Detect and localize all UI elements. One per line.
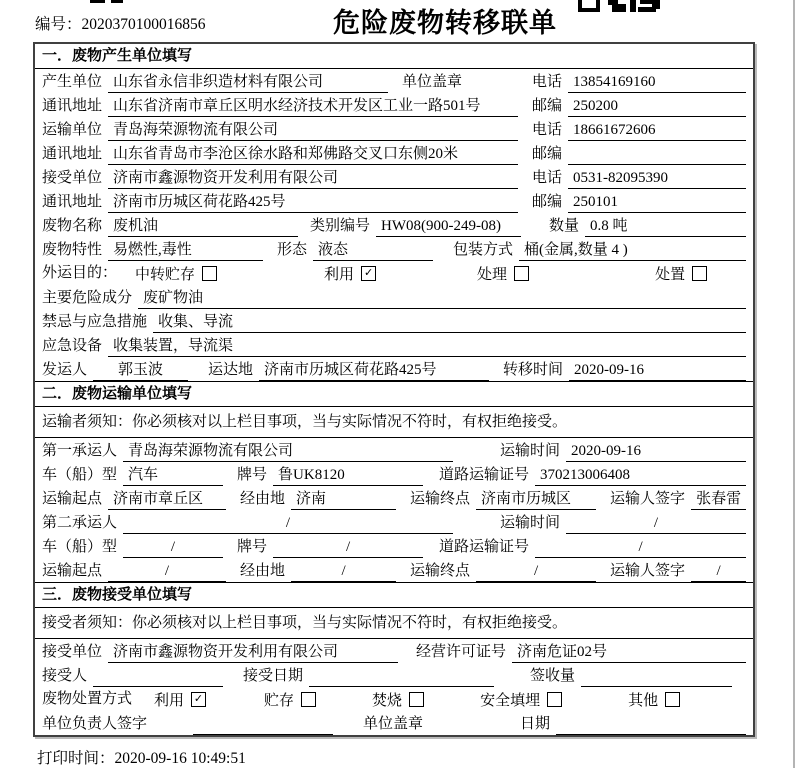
carrier-signature-label: 运输人签字 (610, 563, 686, 579)
row-first-carrier (35, 438, 753, 462)
address-label: 通讯地址 (42, 194, 103, 210)
disposal-method-label: 废物处置方式 (42, 690, 133, 707)
hazard-component-label: 主要危险成分 (42, 290, 133, 306)
quantity-value: 0.8 吨 (585, 216, 746, 237)
plate-value: 鲁UK8120 (273, 465, 423, 486)
plate2-value: / (273, 537, 423, 558)
checkbox-reuse-checked: ✓ (361, 266, 376, 281)
print-time-label: 打印时间： (37, 750, 115, 767)
row-producer-unit (35, 69, 753, 93)
qr-code-fragment (578, 0, 660, 12)
option-transfer-storage (135, 263, 217, 284)
transport-unit-value: 青岛海荣源物流有限公司 (108, 120, 518, 141)
option-label: 利用 (154, 692, 185, 709)
checkbox-reuse-checked: ✓ (191, 692, 206, 707)
road-permit-label: 道路运输证号 (439, 539, 530, 555)
receiver-unit-value: 济南市鑫源物资开发利用有限公司 (108, 168, 518, 189)
page-title: 危险废物转移联单 (333, 8, 557, 38)
print-time-value: 2020-09-16 10:49:51 (114, 750, 246, 767)
form-state-value: 液态 (313, 240, 433, 261)
carrier-signature2-value: / (691, 561, 746, 582)
cropped-artifact (111, 0, 123, 3)
second-carrier-value: / (123, 513, 453, 534)
waste-name-value: 废机油 (108, 216, 298, 237)
transport-time-label: 运输时间 (499, 443, 560, 459)
receiver-zip-value: 250101 (568, 192, 746, 213)
carrier-signature-value: 张春雷 (691, 489, 746, 510)
plate-label: 牌号 (237, 539, 268, 555)
option-reuse (154, 689, 206, 710)
option-other (628, 689, 680, 710)
serial-label: 编号： (35, 16, 82, 33)
quantity-label: 数量 (549, 218, 580, 234)
row-emergency-equipment (35, 333, 753, 357)
page-edge-line (793, 0, 795, 768)
option-label: 焚烧 (372, 692, 403, 709)
destination-label: 运达地 (208, 362, 254, 378)
transport-time2-value: / (566, 513, 746, 534)
row-responsible-signature (35, 711, 753, 735)
emergency-equipment-label: 应急设备 (42, 338, 103, 354)
emergency-equipment-value: 收集装置，导流渠 (108, 336, 746, 357)
date-value (556, 715, 746, 735)
license-no-label: 经营许可证号 (416, 644, 507, 660)
row-hazard-component (35, 285, 753, 309)
row-waste-name (35, 213, 753, 237)
endpoint-value: 济南市历城区 (476, 489, 596, 510)
via-value: 济南 (291, 489, 396, 510)
unit-seal-label: 单位盖章 (363, 716, 424, 732)
row-waste-property (35, 237, 753, 261)
first-carrier-label: 第一承运人 (42, 443, 118, 459)
vehicle-type2-value: / (123, 537, 223, 558)
origin-label: 运输起点 (42, 491, 103, 507)
endpoint2-value: / (476, 561, 596, 582)
zip-label: 邮编 (531, 146, 562, 162)
option-label: 贮存 (264, 692, 295, 709)
form-state-label: 形态 (277, 242, 308, 258)
option-label: 其他 (628, 692, 659, 709)
option-dispose (655, 263, 707, 284)
checkbox-other (665, 692, 680, 707)
transport-phone-value: 18661672606 (568, 120, 746, 141)
waste-property-label: 废物特性 (42, 242, 103, 258)
packaging-value: 桶(金属,数量 4 ) (519, 240, 746, 261)
option-label: 中转贮存 (135, 266, 196, 283)
option-label: 利用 (324, 266, 355, 283)
row-transport-address (35, 141, 753, 165)
waste-property-value: 易燃性,毒性 (108, 240, 263, 261)
row-receiver-address (35, 189, 753, 213)
endpoint-label: 运输终点 (410, 563, 471, 579)
row-route1 (35, 486, 753, 510)
manifest-form (33, 42, 755, 737)
destination-value: 济南市历城区荷花路425号 (259, 360, 489, 381)
category-code-label: 类别编号 (310, 218, 371, 234)
receiver-unit-label: 接受单位 (42, 170, 103, 186)
option-label: 处理 (477, 266, 508, 283)
transfer-date-label: 转移时间 (503, 362, 564, 378)
transfer-date-value: 2020-09-16 (569, 360, 746, 381)
address-label: 通讯地址 (42, 146, 103, 162)
row-receiver-person (35, 663, 753, 687)
option-incineration (372, 689, 424, 710)
phone-label: 电话 (531, 170, 562, 186)
receive-date-label: 接受日期 (243, 668, 304, 684)
transporter-notice: 运输者须知：你必须核对以上栏目事项，当与实际情况不符时，有权拒绝接受。 (35, 407, 753, 438)
address-label: 通讯地址 (42, 98, 103, 114)
receiving-unit-label: 接受单位 (42, 644, 103, 660)
transport-zip-value (568, 145, 746, 165)
row-receiver-unit (35, 165, 753, 189)
transport-address-value: 山东省青岛市李沧区徐水路和郑佛路交叉口东侧20米 (108, 144, 518, 165)
receive-date-value (309, 667, 494, 687)
option-storage (264, 689, 316, 710)
section1-header: 一．废物产生单位填写 (35, 44, 753, 69)
receiving-unit-value: 济南市鑫源物资开发利用有限公司 (108, 642, 398, 663)
waste-name-label: 废物名称 (42, 218, 103, 234)
checkbox-landfill (547, 692, 562, 707)
receiver-notice: 接受者须知：你必须核对以上栏目事项，当与实际情况不符时，有权拒绝接受。 (35, 608, 753, 639)
vehicle-type-label: 车（船）型 (42, 539, 118, 555)
packaging-label: 包装方式 (453, 242, 514, 258)
row-producer-address (35, 93, 753, 117)
first-carrier-value: 青岛海荣源物流有限公司 (123, 441, 453, 462)
zip-label: 邮编 (531, 98, 562, 114)
serial-number (35, 12, 206, 34)
checkbox-incineration (409, 692, 424, 707)
phone-label: 电话 (531, 74, 562, 90)
emergency-measures-label: 禁忌与应急措施 (42, 314, 148, 330)
vehicle-type-label: 车（船）型 (42, 467, 118, 483)
checkbox-transfer-storage (202, 266, 217, 281)
unit-seal-label: 单位盖章 (402, 74, 463, 90)
via-label: 经由地 (240, 491, 286, 507)
transport-time-value: 2020-09-16 (566, 441, 746, 462)
row-outbound-purpose (35, 261, 753, 285)
serial-value: 2020370100016856 (81, 16, 206, 33)
producer-unit-label: 产生单位 (42, 74, 103, 90)
row-second-carrier (35, 510, 753, 534)
responsible-signature-value (193, 715, 333, 735)
option-label: 安全填埋 (480, 692, 541, 709)
option-label: 处置 (655, 266, 686, 283)
endpoint-label: 运输终点 (410, 491, 471, 507)
receiver-person-value (93, 667, 223, 687)
emergency-measures-value: 收集、导流 (153, 312, 746, 333)
row-vehicle1 (35, 462, 753, 486)
road-permit-label: 道路运输证号 (439, 467, 530, 483)
date-label: 日期 (519, 716, 550, 732)
license-no-value: 济南危证02号 (512, 642, 746, 663)
road-permit2-value: / (535, 537, 746, 558)
row-disposal-method (35, 687, 753, 711)
received-quantity-value (581, 667, 732, 687)
row-emergency-measures (35, 309, 753, 333)
checkbox-treat (514, 266, 529, 281)
origin-label: 运输起点 (42, 563, 103, 579)
producer-unit-value: 山东省永信非织造材料有限公司 (108, 72, 388, 93)
option-landfill (480, 689, 562, 710)
category-code-value: HW08(900-249-08) (376, 216, 521, 237)
transport-unit-label: 运输单位 (42, 122, 103, 138)
hazard-component-value: 废矿物油 (138, 288, 746, 309)
via2-value: / (291, 561, 396, 582)
row-vehicle2 (35, 534, 753, 558)
receiver-phone-value: 0531-82095390 (568, 168, 746, 189)
row-transport-unit (35, 117, 753, 141)
carrier-signature-label: 运输人签字 (610, 491, 686, 507)
second-carrier-label: 第二承运人 (42, 515, 118, 531)
via-label: 经由地 (240, 563, 286, 579)
cropped-artifact (90, 0, 105, 3)
producer-address-value: 山东省济南市章丘区明水经济技术开发区工业一路501号 (108, 96, 518, 117)
road-permit-value: 370213006408 (535, 465, 746, 486)
purpose-label: 外运目的： (42, 264, 118, 281)
receiver-person-label: 接受人 (42, 668, 88, 684)
responsible-signature-label: 单位负责人签字 (42, 716, 148, 732)
phone-label: 电话 (531, 122, 562, 138)
option-treat (477, 263, 529, 284)
shipper-value: 郭玉波 (93, 360, 188, 381)
option-reuse (324, 263, 376, 284)
vehicle-type-value: 汽车 (123, 465, 223, 486)
zip-label: 邮编 (531, 194, 562, 210)
producer-zip-value: 250200 (568, 96, 746, 117)
plate-label: 牌号 (237, 467, 268, 483)
checkbox-dispose (692, 266, 707, 281)
producer-phone-value: 13854169160 (568, 72, 746, 93)
transport-time-label: 运输时间 (499, 515, 560, 531)
received-quantity-label: 签收量 (530, 668, 576, 684)
row-shipper (35, 357, 753, 381)
print-time (37, 746, 246, 768)
section2-header: 二．废物运输单位填写 (35, 381, 753, 407)
checkbox-storage (301, 692, 316, 707)
receiver-address-value: 济南市历城区荷花路425号 (108, 192, 518, 213)
origin-value: 济南市章丘区 (108, 489, 226, 510)
row-route2 (35, 558, 753, 582)
section3-header: 三．废物接受单位填写 (35, 582, 753, 608)
row-receiving-unit (35, 639, 753, 663)
shipper-label: 发运人 (42, 362, 88, 378)
origin2-value: / (108, 561, 226, 582)
